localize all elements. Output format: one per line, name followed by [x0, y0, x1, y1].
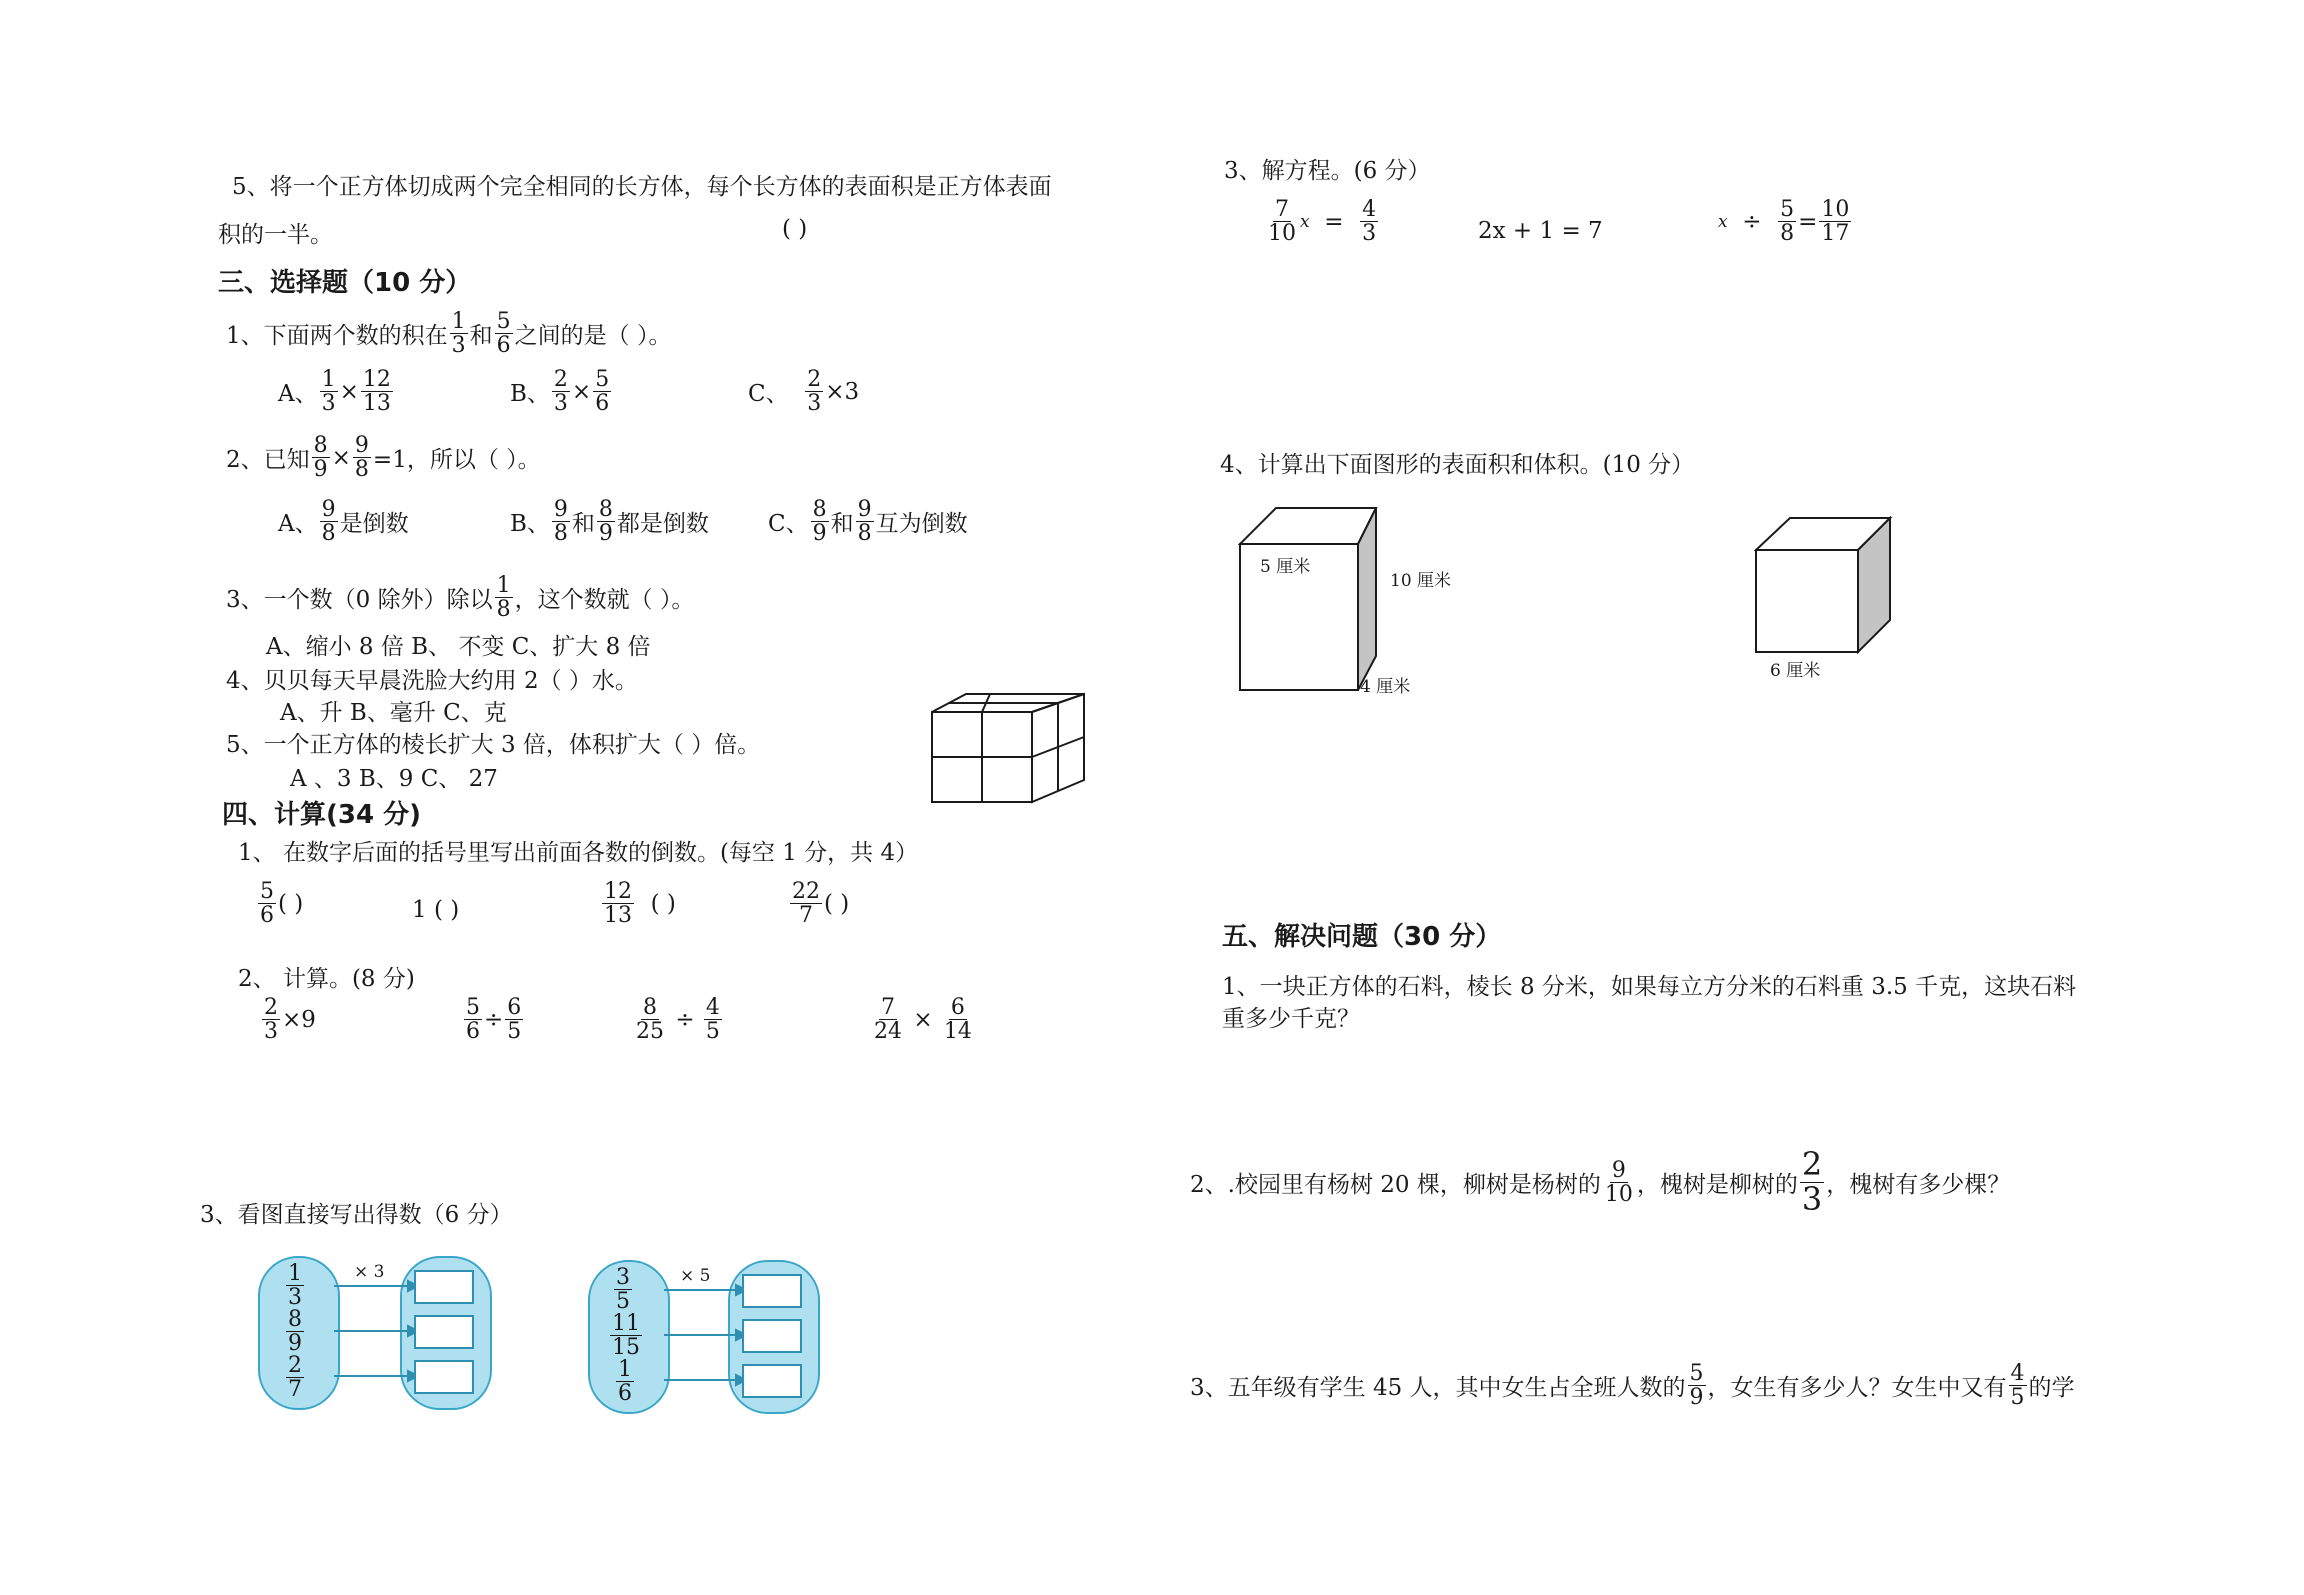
- q4-options[interactable]: A、升 B、毫升 C、克: [280, 700, 507, 726]
- reciprocal-item-1[interactable]: $\frac{5}{6}$ ( ): [260, 879, 304, 929]
- choice-q2: 2、已知 $\frac{8}{9}$ × $\frac{9}{8}$ =1，所以（ ）。: [226, 433, 541, 483]
- solid-figures-title: 4、计算出下面图形的表面积和体积。(10 分）: [1220, 452, 1695, 478]
- reciprocal-item-3[interactable]: $\frac{12}{13}$ ( ): [604, 879, 676, 929]
- calc-expr-1: $\frac{2}{3}$ ×9: [264, 995, 316, 1045]
- problem-1-line2: 重多少千克？: [1222, 1006, 1360, 1032]
- calc-expr-2: $\frac{5}{6}$ ÷ $\frac{6}{5}$: [466, 995, 522, 1045]
- tf5-answer-paren[interactable]: ( ): [782, 216, 808, 242]
- section-3-title: 三、选择题（10 分）: [218, 268, 472, 298]
- choice-q3: 3、一个数（0 除外）除以 $\frac{1}{8}$ ，这个数就（ ）。: [226, 573, 695, 623]
- q1-option-c[interactable]: C、 $\frac{2}{3}$ ×3: [748, 367, 860, 417]
- q1-option-b[interactable]: B、 $\frac{2}{3}$ × $\frac{5}{6}$: [510, 367, 610, 417]
- problem-2: 2、.校园里有杨树 20 棵，柳树是杨树的 $\frac{9}{10}$ ，槐树是柳树的 $\frac{2}{3}$ ，槐树有多少棵？: [1190, 1145, 2011, 1218]
- diagram1-fraction-1: $\frac{1}{3}$: [288, 1261, 302, 1311]
- q3-options[interactable]: A、缩小 8 倍 B、 不变 C、扩大 8 倍: [266, 634, 651, 660]
- q5-options[interactable]: A 、3 B、9 C、 27: [290, 766, 498, 792]
- calc-expr-4: $\frac{7}{24}$ × $\frac{6}{14}$: [874, 995, 972, 1045]
- q3-post[interactable]: ，这个数就（ ）。: [514, 587, 695, 614]
- q2-post[interactable]: =1，所以（ ）。: [372, 447, 541, 474]
- calc-q1: 1、 在数字后面的括号里写出前面各数的倒数。(每空 1 分，共 4）: [238, 840, 919, 866]
- q1-post[interactable]: 之间的是（ ）。: [514, 323, 672, 350]
- diagram1-fraction-2: $\frac{8}{9}$: [288, 1307, 302, 1357]
- cube-figure: [1754, 516, 1894, 656]
- cuboid-figure: [1238, 504, 1378, 694]
- cuboid-width-label: 5 厘米: [1260, 557, 1311, 577]
- cube-grid-figure: [930, 690, 1090, 806]
- diagram2-fraction-1: $\frac{3}{5}$: [616, 1265, 630, 1315]
- q2-option-a[interactable]: A、 $\frac{9}{8}$ 是倒数: [278, 497, 409, 547]
- equation-3: x ÷ $\frac{5}{8}$ = $\frac{10}{17}$: [1718, 197, 1850, 247]
- diagram2-answer-box-3[interactable]: [742, 1364, 802, 1398]
- diagram1-multiplier: × 3: [354, 1262, 385, 1282]
- cube-edge-label: 6 厘米: [1770, 661, 1821, 681]
- reciprocal-item-4[interactable]: $\frac{22}{7}$ ( ): [792, 879, 850, 929]
- diagram2-multiplier: × 5: [680, 1266, 711, 1286]
- equation-2: 2x + 1 = 7: [1478, 218, 1603, 244]
- diagram1-answer-box-1[interactable]: [414, 1270, 474, 1304]
- reciprocal-item-2[interactable]: 1 ( ): [412, 897, 460, 923]
- cuboid-height-label: 10 厘米: [1390, 571, 1452, 591]
- equations-title: 3、解方程。(6 分）: [1224, 158, 1431, 184]
- problem-1-line1: 1、一块正方体的石料，棱长 8 分米，如果每立方分米的石料重 3.5 千克，这块石料: [1222, 974, 2077, 1000]
- q1-option-a[interactable]: A、 $\frac{1}{3}$ × $\frac{12}{13}$: [278, 367, 391, 417]
- q1-pre: 1、下面两个数的积在: [226, 323, 448, 350]
- calc-q3: 3、看图直接写出得数（6 分）: [200, 1202, 513, 1228]
- q2-option-b[interactable]: B、 $\frac{9}{8}$ 和 $\frac{8}{9}$ 都是倒数: [510, 497, 709, 547]
- section-5-title: 五、解决问题（30 分）: [1222, 922, 1502, 952]
- calc-expr-3: $\frac{8}{25}$ ÷ $\frac{4}{5}$: [636, 995, 720, 1045]
- choice-q1: [226, 310, 671, 357]
- choice-q4[interactable]: 4、贝贝每天早晨洗脸大约用 2（ ）水。: [226, 668, 638, 694]
- diagram1-answer-box-3[interactable]: [414, 1360, 474, 1394]
- diagram2-answer-box-2[interactable]: [742, 1319, 802, 1353]
- equation-1: $\frac{7}{10}$ x = $\frac{4}{3}$: [1268, 197, 1377, 247]
- q2-option-c[interactable]: C、 $\frac{8}{9}$ 和 $\frac{9}{8}$ 互为倒数: [768, 497, 968, 547]
- diagram1-answer-box-2[interactable]: [414, 1315, 474, 1349]
- tf5-line2: 积的一半。: [218, 222, 333, 248]
- q1-and: 和: [469, 323, 493, 350]
- section-4-title: 四、计算(34 分): [222, 800, 421, 830]
- tf5-line1: 5、将一个正方体切成两个完全相同的长方体，每个长方体的表面积是正方体表面: [232, 174, 1052, 200]
- fraction: $\frac{1}{3}$: [451, 309, 466, 359]
- diagram1-fraction-3: $\frac{2}{7}$: [288, 1353, 302, 1403]
- calc-q2: 2、 计算。(8 分): [238, 966, 415, 992]
- diagram2-fraction-3: $\frac{1}{6}$: [618, 1357, 632, 1407]
- diagram2-fraction-2: $\frac{11}{15}$: [612, 1311, 640, 1361]
- choice-q5[interactable]: 5、一个正方体的棱长扩大 3 倍，体积扩大（ ）倍。: [226, 732, 761, 758]
- problem-3: 3、五年级有学生 45 人，其中女生占全班人数的 $\frac{5}{9}$ ，女生有多少人？女生中又有 $\frac{4}{5}$ 的学: [1190, 1361, 2075, 1411]
- fraction: $\frac{5}{6}$: [496, 309, 511, 359]
- cuboid-depth-label: 4 厘米: [1360, 677, 1411, 697]
- diagram2-answer-box-1[interactable]: [742, 1274, 802, 1308]
